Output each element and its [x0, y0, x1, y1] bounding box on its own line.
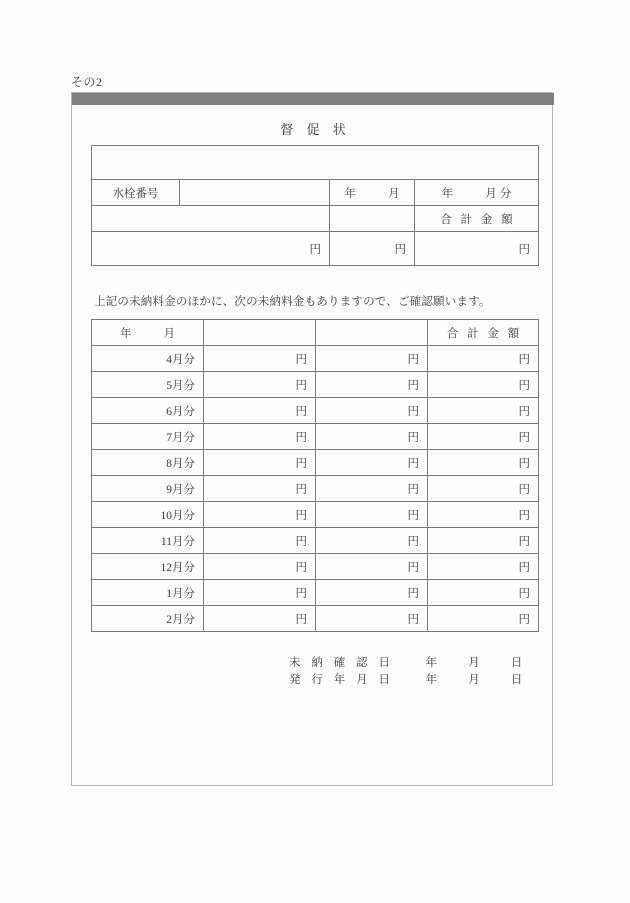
- month-total[interactable]: 円: [428, 606, 539, 632]
- month-total[interactable]: 円: [428, 398, 539, 424]
- month-total[interactable]: 円: [428, 372, 539, 398]
- issue-month: 月: [468, 673, 480, 686]
- table-row: [92, 502, 539, 528]
- month-amount-1[interactable]: 円: [204, 554, 316, 580]
- month-total[interactable]: 円: [428, 346, 539, 372]
- month-label: 5月分: [92, 372, 204, 398]
- confirmation-date-label: 未 納 確 認 日: [289, 656, 394, 669]
- header-amount-cell-2[interactable]: 円: [330, 232, 415, 266]
- document-page: [71, 92, 553, 786]
- tap-number-value[interactable]: [180, 180, 330, 206]
- month-amount-1[interactable]: 円: [204, 476, 316, 502]
- month-amount-1[interactable]: 円: [204, 450, 316, 476]
- header-table: [91, 145, 539, 266]
- month-amount-2[interactable]: 円: [316, 528, 428, 554]
- header-amount-cell-1[interactable]: 円: [92, 232, 330, 266]
- month-amount-2[interactable]: 円: [316, 554, 428, 580]
- billing-year-month-label: 年 月分: [415, 180, 539, 206]
- table-row: [92, 580, 539, 606]
- total-amount-label: 合 計 金 額: [415, 206, 539, 232]
- table-row: [92, 146, 539, 180]
- table-row: [92, 528, 539, 554]
- issue-date-row: [91, 670, 538, 687]
- month-amount-1[interactable]: 円: [204, 372, 316, 398]
- month-amount-2[interactable]: 円: [316, 398, 428, 424]
- month-label: 4月分: [92, 346, 204, 372]
- confirmation-date-row: [91, 653, 538, 670]
- confirmation-month: 月: [468, 656, 480, 669]
- month-label: 2月分: [92, 606, 204, 632]
- month-label: 11月分: [92, 528, 204, 554]
- table-row: [92, 476, 539, 502]
- month-total[interactable]: 円: [428, 424, 539, 450]
- table-row: [92, 346, 539, 372]
- month-amount-1[interactable]: 円: [204, 346, 316, 372]
- sheet-label: その2: [71, 75, 103, 89]
- table-row: [92, 206, 539, 232]
- column-header-2: [204, 320, 316, 346]
- confirmation-day: 日: [510, 656, 523, 669]
- month-amount-2[interactable]: 円: [316, 476, 428, 502]
- month-total[interactable]: 円: [428, 502, 539, 528]
- tap-number-label: 水栓番号: [92, 180, 180, 206]
- issue-day: 日: [510, 673, 523, 686]
- month-label: 1月分: [92, 580, 204, 606]
- month-amount-2[interactable]: 円: [316, 580, 428, 606]
- table-row: [92, 424, 539, 450]
- table-row: [92, 450, 539, 476]
- confirmation-date-fields[interactable]: [410, 654, 538, 670]
- page-title: 督 促 状: [280, 122, 351, 137]
- month-label: 7月分: [92, 424, 204, 450]
- month-amount-1[interactable]: 円: [204, 502, 316, 528]
- column-header-year-month: 年 月: [92, 320, 204, 346]
- issue-year: 年: [425, 673, 438, 686]
- table-row: [92, 398, 539, 424]
- month-total[interactable]: 円: [428, 554, 539, 580]
- month-amount-1[interactable]: 円: [204, 528, 316, 554]
- month-label: 10月分: [92, 502, 204, 528]
- header-total-amount-cell[interactable]: 円: [415, 232, 539, 266]
- month-label: 9月分: [92, 476, 204, 502]
- year-month-label: 年 月: [330, 180, 415, 206]
- month-amount-1[interactable]: 円: [204, 606, 316, 632]
- table-row: [92, 554, 539, 580]
- month-amount-2[interactable]: 円: [316, 450, 428, 476]
- month-amount-1[interactable]: 円: [204, 424, 316, 450]
- footer-dates: [91, 653, 538, 687]
- month-amount-2[interactable]: 円: [316, 424, 428, 450]
- month-amount-2[interactable]: 円: [316, 346, 428, 372]
- header-subcol-1: [92, 206, 330, 232]
- table-row: [92, 232, 539, 266]
- month-amount-1[interactable]: 円: [204, 398, 316, 424]
- month-total[interactable]: 円: [428, 580, 539, 606]
- note-text: 上記の未納料金のほかに、次の未納料金もありますので、ご確認願います。: [94, 296, 491, 308]
- column-header-3: [316, 320, 428, 346]
- table-row: [92, 372, 539, 398]
- column-header-total-amount: 合 計 金 額: [428, 320, 539, 346]
- table-row: [92, 606, 539, 632]
- confirmation-year: 年: [425, 656, 438, 669]
- table-header-row: [92, 320, 539, 346]
- issue-date-fields[interactable]: [410, 671, 538, 687]
- month-label: 8月分: [92, 450, 204, 476]
- customer-name-cell[interactable]: [92, 146, 539, 180]
- month-total[interactable]: 円: [428, 476, 539, 502]
- header-subcol-2: [330, 206, 415, 232]
- month-amount-2[interactable]: 円: [316, 372, 428, 398]
- table-row: [92, 180, 539, 206]
- month-amount-2[interactable]: 円: [316, 606, 428, 632]
- monthly-arrears-table: [91, 319, 539, 632]
- month-total[interactable]: 円: [428, 528, 539, 554]
- month-amount-2[interactable]: 円: [316, 502, 428, 528]
- month-label: 6月分: [92, 398, 204, 424]
- top-banner-bar: [72, 93, 554, 105]
- month-label: 12月分: [92, 554, 204, 580]
- month-amount-1[interactable]: 円: [204, 580, 316, 606]
- issue-date-label: 発 行 年 月 日: [289, 673, 394, 686]
- month-total[interactable]: 円: [428, 450, 539, 476]
